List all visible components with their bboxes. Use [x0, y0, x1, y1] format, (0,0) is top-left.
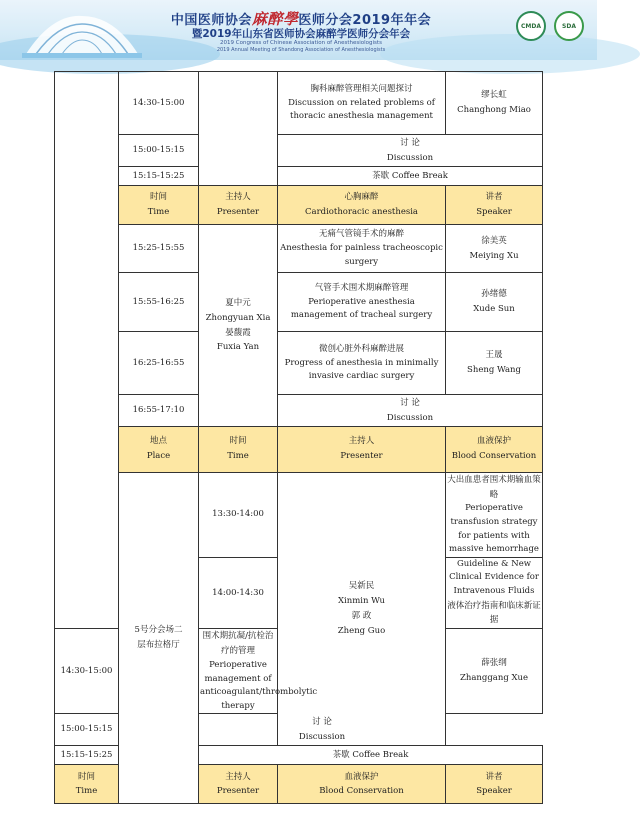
speaker-cell: [446, 273, 543, 332]
discussion-cell: [199, 714, 446, 746]
speaker-en: Zhanggang Xue: [459, 673, 529, 684]
table-row: [55, 135, 543, 167]
table-row: [55, 273, 543, 332]
topic-en: Guideline & New Clinical Evidence for Intravenous Fluids: [449, 558, 539, 596]
cmda-logo-icon: CMDA: [516, 11, 546, 41]
table-row: [55, 332, 543, 395]
speaker-en: Changhong Miao: [457, 105, 531, 115]
time-cell: 15:25-15:55: [119, 225, 199, 273]
header-place: [119, 427, 199, 473]
header-session-cn: 心胸麻醉: [344, 192, 379, 203]
time-cell: 14:30-15:00: [55, 629, 119, 714]
header-session: [278, 186, 446, 225]
presenter-name-en: Zheng Guo: [337, 625, 386, 636]
table-row: [55, 472, 543, 557]
time-cell: 14:00-14:30: [199, 557, 278, 629]
discussion-cn: 讨 论: [400, 397, 420, 408]
header-session: [278, 765, 446, 804]
time-cell: 14:30-15:00: [119, 72, 199, 135]
header-presenter-en: Presenter: [340, 451, 383, 462]
speaker-cn: 王晟: [485, 350, 503, 361]
topic-en: Perioperative anesthesia management of tracheal surgery: [290, 296, 433, 321]
speaker-cn: 徐美英: [481, 235, 507, 246]
time-cell: 16:25-16:55: [119, 332, 199, 395]
topic-en: Perioperative management of anticoagulant/thrombolytic therapy: [200, 660, 318, 711]
venue-cell-empty: [55, 72, 119, 629]
header-presenter-en: Presenter: [216, 207, 260, 217]
header-time: [55, 765, 119, 804]
table-row: [55, 167, 543, 186]
header-time-en: Time: [147, 207, 170, 217]
discussion-en: Discussion: [298, 731, 346, 742]
venue-cell: [119, 472, 199, 804]
speaker-cn: 薛张纲: [481, 658, 507, 669]
topic-cn: 液体治疗指南和临床新证据: [447, 600, 541, 626]
header-time-cn: 时间: [149, 192, 167, 203]
speaker-cn: 孙绪德: [481, 289, 507, 300]
coffee-break-cell: 茶歇 Coffee Break: [199, 746, 543, 765]
discussion-en: Discussion: [386, 412, 434, 423]
topic-en: Perioperative transfusion strategy for patients with massive hemorrhage: [449, 503, 539, 555]
speaker-cell: [446, 332, 543, 395]
topic-cn: 大出血患者围术期输血策略: [447, 474, 541, 500]
time-cell: 15:15-15:25: [55, 746, 119, 765]
topic-cell: [446, 472, 543, 557]
speaker-cell: [446, 72, 543, 135]
table-row: [55, 225, 543, 273]
header-speaker-cn: 讲者: [485, 192, 503, 203]
session-header-row: [55, 427, 543, 473]
presenter-cell-empty: [199, 72, 278, 186]
presenter-name-cn: 夏中元: [225, 297, 251, 308]
header-time-cn: 时间: [229, 436, 247, 447]
topic-cell: [278, 332, 446, 395]
topic-cell: [278, 273, 446, 332]
header-place-en: Place: [146, 451, 171, 462]
presenter-name-cn: 晏馥霞: [225, 327, 251, 338]
header-speaker-en: Speaker: [476, 786, 512, 797]
venue-name: 5号分会场二层布拉格厅: [134, 625, 183, 651]
topic-cn: 胸科麻醉管理相关问题探讨: [310, 83, 413, 94]
speaker-cn: 缪长虹: [481, 90, 507, 101]
header-place-cn: 地点: [149, 436, 167, 447]
header-speaker: [446, 186, 543, 225]
conference-banner: [0, 0, 597, 60]
topic-en: Discussion on related problems of thoracic anesthesia management: [288, 97, 435, 122]
header-session-en: Blood Conservation: [451, 451, 537, 462]
topic-cn: 围术期抗凝/抗栓治疗的管理: [202, 631, 274, 657]
discussion-cn: 讨 论: [400, 137, 420, 148]
discussion-cn: 讨 论: [312, 717, 332, 728]
table-row: [55, 395, 543, 427]
header-time: [199, 427, 278, 473]
header-speaker: [446, 765, 543, 804]
schedule-table: [54, 71, 543, 804]
banner-english-line-1: 2019 Congress of Chinese Association of Anesthesiologists: [220, 40, 382, 46]
presenter-name-en: Xinmin Wu: [337, 596, 386, 607]
banner-title-prefix: 中国医师协会: [170, 13, 252, 28]
banner-title-suffix: 医师分会2019年年会: [298, 13, 432, 28]
speaker-en: Xude Sun: [473, 304, 515, 314]
topic-cn: 微创心脏外科麻醉进展: [318, 343, 404, 354]
time-cell: 15:00-15:15: [55, 714, 119, 746]
coffee-break-cell: 茶歇 Coffee Break: [278, 167, 543, 186]
header-presenter: [199, 186, 278, 225]
header-time-en: Time: [75, 786, 98, 797]
speaker-cell: [446, 629, 543, 714]
topic-cn: 无痛气管镜手术的麻醉: [318, 229, 404, 240]
presenter-name-en: Zhongyuan Xia: [205, 312, 271, 323]
time-cell: 16:55-17:10: [119, 395, 199, 427]
time-cell: 13:30-14:00: [199, 472, 278, 557]
presenter-cell: [199, 225, 278, 427]
building-logo-icon: [22, 6, 142, 58]
header-presenter-en: Presenter: [216, 786, 260, 797]
sda-logo-icon: SDA: [554, 11, 584, 41]
header-session: [446, 427, 543, 473]
header-presenter-cn: 主持人: [348, 436, 375, 447]
presenter-cell: [278, 472, 446, 746]
presenter-name-cn: 吴新民: [348, 581, 375, 592]
session-header-row: [55, 186, 543, 225]
speaker-en: Sheng Wang: [467, 365, 521, 375]
header-session-cn: 血液保护: [476, 436, 511, 447]
header-speaker-cn: 讲者: [485, 771, 503, 782]
header-speaker-en: Speaker: [476, 207, 512, 217]
speaker-cell: [446, 225, 543, 273]
discussion-cell: [278, 395, 543, 427]
banner-english-line-2: 2019 Annual Meeting of Shandong Association of Anesthesiologists: [216, 47, 386, 53]
header-time: [119, 186, 199, 225]
header-session-en: Cardiothoracic anesthesia: [305, 207, 418, 217]
header-presenter-cn: 主持人: [225, 192, 251, 203]
header-presenter: [278, 427, 446, 473]
speaker-en: Meiying Xu: [469, 250, 519, 261]
topic-cell: [278, 225, 446, 273]
topic-en: Anesthesia for painless tracheoscopic surgery: [280, 243, 443, 267]
topic-en: Progress of anesthesia in minimally invasive cardiac surgery: [284, 357, 439, 382]
discussion-cell: [278, 135, 543, 167]
header-time-en: Time: [227, 451, 249, 462]
header-session-en: Blood Conservation: [319, 786, 404, 797]
header-presenter: [199, 765, 278, 804]
table-row: [55, 72, 543, 135]
topic-cell: [278, 72, 446, 135]
presenter-name-en: Fuxia Yan: [216, 342, 260, 353]
topic-cell: [199, 629, 318, 714]
header-session-cn: 血液保护: [344, 771, 379, 782]
header-presenter-cn: 主持人: [225, 771, 251, 782]
time-cell: 15:15-15:25: [119, 167, 199, 186]
discussion-en: Discussion: [386, 152, 434, 163]
header-time-cn: 时间: [77, 771, 95, 782]
presenter-name-cn: 郭 政: [351, 611, 372, 622]
banner-subtitle: 暨2019年山东省医师协会麻醉学医师分会年会: [191, 28, 411, 40]
time-cell: 15:00-15:15: [119, 135, 199, 167]
time-cell: 15:55-16:25: [119, 273, 199, 332]
topic-cn: 气管手术围术期麻醉管理: [314, 282, 409, 293]
topic-cell: [446, 557, 543, 629]
banner-title-brand: 麻醉學: [251, 10, 299, 28]
